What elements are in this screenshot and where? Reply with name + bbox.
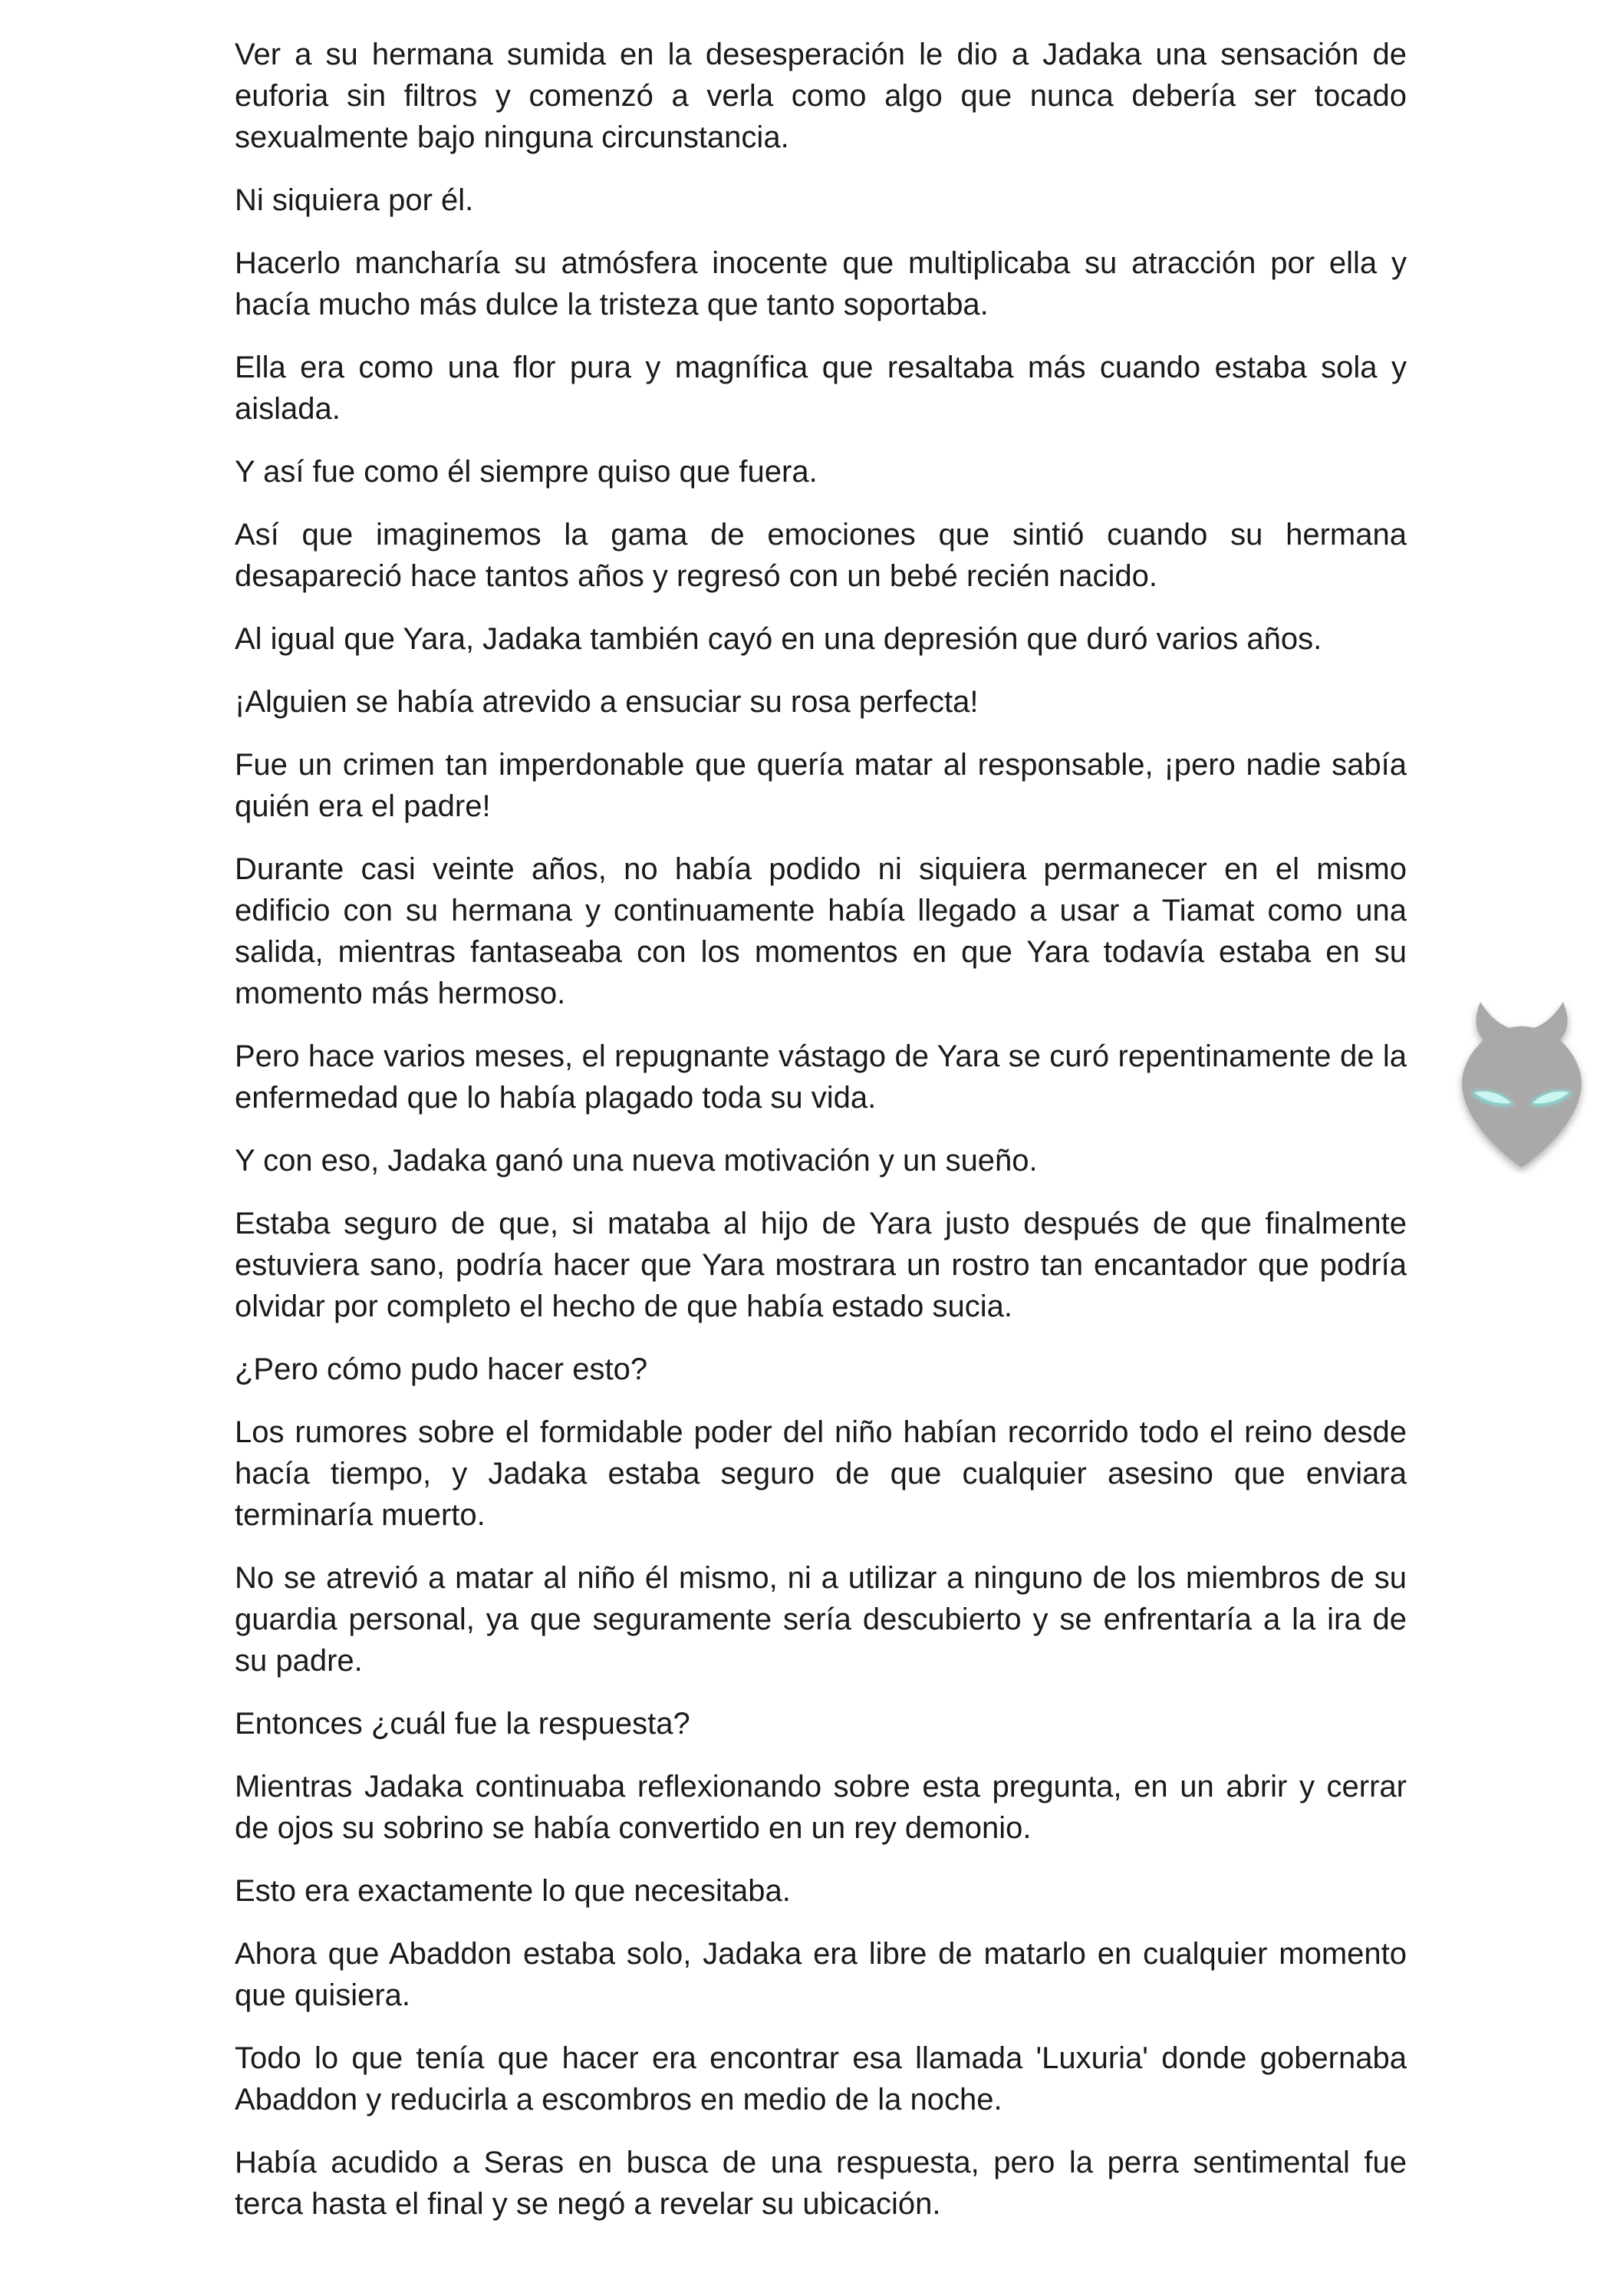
paragraph: Así que imaginemos la gama de emociones que sintió cuando su hermana desapareció hace tantos años y regresó con un bebé recién nacido. bbox=[235, 518, 1407, 593]
paragraph: Hacerlo mancharía su atmósfera inocente que multiplicaba su atracción por ella y hacía mucho más dulce la tristeza que tanto soportaba. bbox=[235, 246, 1407, 321]
paragraph: Ver a su hermana sumida en la desesperación le dio a Jadaka una sensación de euforia sin filtros y comenzó a verla como algo que nunca debería ser tocado sexualmente bajo ninguna circunstancia. bbox=[235, 38, 1407, 154]
demon-head-shape bbox=[1462, 1002, 1582, 1168]
paragraph: Al igual que Yara, Jadaka también cayó en una depresión que duró varios años. bbox=[235, 622, 1322, 656]
paragraph: Los rumores sobre el formidable poder del niño habían recorrido todo el reino desde hacía tiempo, y Jadaka estaba seguro de que cualquier asesino que enviara terminaría muerto. bbox=[235, 1415, 1407, 1532]
paragraph: Ni siquiera por él. bbox=[235, 183, 474, 217]
paragraph: Y así fue como él siempre quiso que fuera. bbox=[235, 455, 818, 489]
paragraph: Esto era exactamente lo que necesitaba. bbox=[235, 1874, 791, 1908]
paragraph: Ahora que Abaddon estaba solo, Jadaka era libre de matarlo en cualquier momento que quisiera. bbox=[235, 1937, 1407, 2012]
paragraph: Todo lo que tenía que hacer era encontrar esa llamada 'Luxuria' donde gobernaba Abaddon y reducirla a escombros en medio de la noche. bbox=[235, 2041, 1407, 2116]
demon-head-icon bbox=[1440, 997, 1603, 1174]
paragraph: Y con eso, Jadaka ganó una nueva motivación y un sueño. bbox=[235, 1144, 1038, 1178]
paragraph: Mientras Jadaka continuaba reflexionando sobre esta pregunta, en un abrir y cerrar de ojos su sobrino se había convertido en un rey demonio. bbox=[235, 1770, 1407, 1845]
document-body bbox=[235, 34, 1407, 2246]
paragraph: ¡Alguien se había atrevido a ensuciar su rosa perfecta! bbox=[235, 685, 979, 719]
paragraph: ¿Pero cómo pudo hacer esto? bbox=[235, 1352, 648, 1386]
paragraph: Pero hace varios meses, el repugnante vástago de Yara se curó repentinamente de la enfermedad que lo había plagado toda su vida. bbox=[235, 1039, 1407, 1115]
paragraph: Había acudido a Seras en busca de una respuesta, pero la perra sentimental fue terca hasta el final y se negó a revelar su ubicación. bbox=[235, 2146, 1407, 2221]
paragraph: Fue un crimen tan imperdonable que quería matar al responsable, ¡pero nadie sabía quién era el padre! bbox=[235, 748, 1407, 823]
paragraph: Estaba seguro de que, si mataba al hijo de Yara justo después de que finalmente estuviera sano, podría hacer que Yara mostrara un rostro tan encantador que podría olvidar por completo el hecho de que había estado sucia. bbox=[235, 1207, 1407, 1323]
paragraph: Ella era como una flor pura y magnífica que resaltaba más cuando estaba sola y aislada. bbox=[235, 351, 1407, 426]
paragraph: Durante casi veinte años, no había podido ni siquiera permanecer en el mismo edificio con su hermana y continuamente había llegado a usar a Tiamat como una salida, mientras fantaseaba con los momentos en que Yara todavía estaba en su momento más hermoso. bbox=[235, 852, 1407, 1010]
paragraph: No se atrevió a matar al niño él mismo, ni a utilizar a ninguno de los miembros de su guardia personal, ya que seguramente sería descubierto y se enfrentaría a la ira de su padre. bbox=[235, 1561, 1407, 1678]
paragraph: Entonces ¿cuál fue la respuesta? bbox=[235, 1707, 690, 1741]
